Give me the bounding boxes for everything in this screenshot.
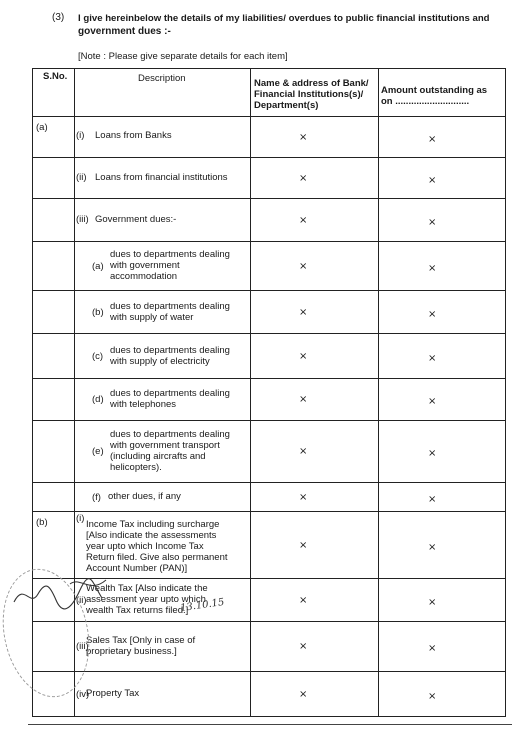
row-item-number: (c) [92,350,104,362]
row-item-number: (ii) [76,594,87,606]
row-description-line: Return filed. Give also permanent [86,552,228,563]
section-number: (3) [52,12,65,23]
row-item-number: (a) [92,260,104,272]
bank-cross-mark: × [299,446,308,457]
row-item-number: (iv) [76,688,90,700]
row-description-line: helicopters). [110,462,162,473]
row-description-line: with supply of water [110,311,194,323]
amount-cross-mark: × [428,643,437,654]
bank-cross-mark: × [299,688,308,700]
bank-cross-mark: × [299,306,308,318]
row-item-number: (b) [92,306,104,318]
table-horizontal-rule [32,420,506,421]
row-description-line: wealth Tax returns filed.] [86,605,189,616]
bank-cross-mark: × [299,214,308,226]
handwritten-signature [10,572,150,622]
row-item-number: (ii) [76,172,87,183]
row-description-line: Account Number (PAN)] [86,563,188,574]
bank-cross-mark: × [299,641,308,652]
row-sno: (b) [36,517,48,528]
row-description-line: with telephones [110,399,177,410]
table-vertical-rule [378,68,379,716]
table-horizontal-rule [32,198,506,199]
amount-cross-mark: × [428,174,437,186]
table-horizontal-rule [32,671,506,672]
row-description-line: accommodation [110,271,178,282]
table-vertical-rule [505,68,506,716]
row-description-line: Loans from Banks [95,130,172,141]
row-description-line: Property Tax [86,688,140,699]
row-description-line: dues to departments dealing [110,249,230,260]
header-amount-line: on ............................ [381,96,470,107]
bottom-scan-line [28,724,512,725]
row-description-line: dues to departments dealing [110,388,230,399]
table-horizontal-rule [32,241,506,242]
table-horizontal-rule [32,511,506,512]
table-horizontal-rule [32,378,506,379]
row-description-line: with supply of electricity [110,355,210,367]
amount-cross-mark: × [428,690,437,702]
row-description-line: with government [110,260,180,271]
row-description-line: proprietary business.] [86,646,177,657]
row-description-line: with government transport [110,440,220,451]
amount-cross-mark: × [428,262,437,274]
bank-cross-mark: × [299,131,308,143]
row-description-line: Sales Tax [Only in case of [86,635,196,646]
amount-cross-mark: × [428,541,437,553]
row-description-line: other dues, if any [108,491,181,502]
header-sno: S.No. [43,71,68,82]
row-description-line: Loans from financial institutions [95,172,228,183]
amount-cross-mark: × [428,448,437,459]
amount-cross-mark: × [428,216,437,228]
amount-cross-mark: × [428,308,437,320]
header-bank-line: Name & address of Bank/ [254,78,369,89]
row-description-line: assessment year upto which [86,594,206,605]
bank-cross-mark: × [299,394,308,405]
amount-cross-mark: × [428,396,437,407]
row-description-line: (including aircrafts and [110,451,206,462]
header-bank-line: Department(s) [254,100,319,111]
table-horizontal-rule [32,157,506,158]
row-item-number: (f) [92,491,101,503]
section-heading-line2: government dues :- [78,26,171,37]
amount-cross-mark: × [428,596,437,608]
section-heading-line1: I give hereinbelow the details of my liabilities/ overdues to public financial institutions and [78,13,490,24]
bank-cross-mark: × [299,491,308,503]
bank-cross-mark: × [299,539,308,551]
table-horizontal-rule [32,290,506,291]
row-description-line: dues to departments dealing [110,344,230,356]
bank-cross-mark: × [299,350,308,362]
note-text: [Note : Please give separate details for each item] [78,51,288,62]
row-description-line: dues to departments dealing [110,429,230,440]
table-vertical-rule [250,68,251,716]
bank-cross-mark: × [299,172,308,184]
amount-cross-mark: × [428,133,437,145]
row-description-line: year upto which Income Tax [86,541,204,552]
row-item-number: (d) [92,394,104,405]
bank-cross-mark: × [299,594,308,606]
row-item-number: (e) [92,446,104,457]
amount-cross-mark: × [428,352,437,364]
header-bank-line: Financial Institutions(s)/ [254,89,364,100]
row-item-number: (i) [76,513,85,524]
table-horizontal-rule [32,116,506,117]
handwritten-date: 13.10.15 [179,596,226,615]
row-item-number: (iii) [76,641,89,652]
row-description-line: [Also indicate the assessments [86,530,217,541]
table-horizontal-rule [32,716,506,717]
header-description: Description [138,73,186,84]
table-horizontal-rule [32,482,506,483]
amount-cross-mark: × [428,493,437,505]
row-description-line: dues to departments dealing [110,300,230,312]
bank-cross-mark: × [299,260,308,272]
row-item-number: (i) [76,130,85,141]
row-item-number: (iii) [76,214,89,225]
row-description-line: Income Tax including surcharge [86,519,220,530]
row-description-line: Government dues:- [95,214,177,225]
row-description-line: Wealth Tax [Also indicate the [86,583,208,594]
header-amount-line: Amount outstanding as [381,85,488,96]
table-horizontal-rule [32,68,506,69]
table-horizontal-rule [32,333,506,334]
row-sno: (a) [36,122,48,133]
